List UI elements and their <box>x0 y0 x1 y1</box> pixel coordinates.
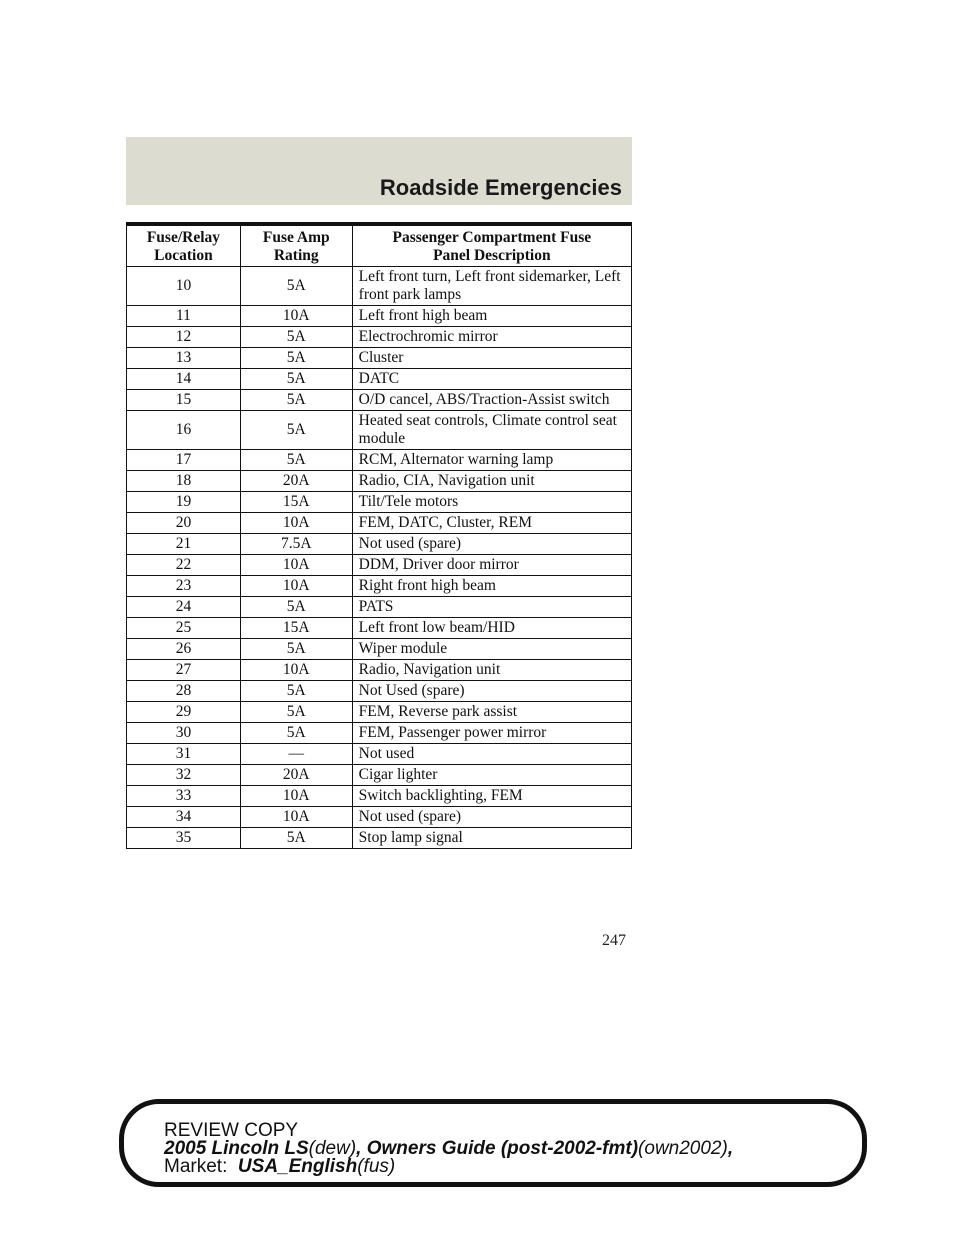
review-label: REVIEW COPY <box>164 1120 299 1141</box>
col-header-description: Passenger Compartment Fuse Panel Description <box>352 226 631 267</box>
fuse-amp-cell: 5A <box>240 723 352 744</box>
fuse-description-cell: Not used (spare) <box>352 534 631 555</box>
fuse-location-cell: 10 <box>127 267 241 306</box>
fuse-location-cell: 25 <box>127 618 241 639</box>
fuse-description-cell: FEM, DATC, Cluster, REM <box>352 513 631 534</box>
fuse-location-cell: 28 <box>127 681 241 702</box>
fuse-location-cell: 33 <box>127 786 241 807</box>
fuse-location-cell: 12 <box>127 327 241 348</box>
table-row <box>127 555 632 576</box>
table-row <box>127 348 632 369</box>
fuse-amp-cell: 10A <box>240 807 352 828</box>
section-header-band <box>126 137 632 205</box>
fuse-amp-cell: — <box>240 744 352 765</box>
fuse-location-cell: 22 <box>127 555 241 576</box>
fuse-amp-cell: 10A <box>240 555 352 576</box>
fuse-amp-cell: 15A <box>240 492 352 513</box>
market-label: Market: <box>164 1156 228 1177</box>
fuse-location-cell: 32 <box>127 765 241 786</box>
fuse-amp-cell: 10A <box>240 660 352 681</box>
market-name: USA_English <box>237 1156 358 1177</box>
table-row <box>127 471 632 492</box>
review-copy-text <box>164 1122 733 1176</box>
fuse-location-cell: 16 <box>127 411 241 450</box>
fuse-location-cell: 19 <box>127 492 241 513</box>
fuse-location-cell: 35 <box>127 828 241 849</box>
fuse-description-cell: Left front low beam/HID <box>352 618 631 639</box>
table-row <box>127 639 632 660</box>
fuse-amp-cell: 15A <box>240 618 352 639</box>
fuse-description-cell: Right front high beam <box>352 576 631 597</box>
fuse-location-cell: 21 <box>127 534 241 555</box>
model-name: 2005 Lincoln LS <box>164 1138 309 1159</box>
fuse-description-cell: Cigar lighter <box>352 765 631 786</box>
page-number: 247 <box>602 932 626 949</box>
fuse-location-cell: 34 <box>127 807 241 828</box>
fuse-amp-cell: 5A <box>240 348 352 369</box>
fuse-amp-cell: 5A <box>240 681 352 702</box>
fuse-description-cell: DATC <box>352 369 631 390</box>
fuse-amp-cell: 5A <box>240 702 352 723</box>
footer-comma: , <box>727 1138 734 1159</box>
market-code: (fus) <box>357 1156 396 1177</box>
fuse-description-cell: FEM, Reverse park assist <box>352 702 631 723</box>
fuse-description-cell: Radio, Navigation unit <box>352 660 631 681</box>
table-row <box>127 306 632 327</box>
table-row <box>127 534 632 555</box>
fuse-description-cell: Heated seat controls, Climate control seat module <box>352 411 631 450</box>
fuse-amp-cell: 5A <box>240 327 352 348</box>
table-row <box>127 807 632 828</box>
fuse-amp-cell: 5A <box>240 639 352 660</box>
fuse-description-cell: DDM, Driver door mirror <box>352 555 631 576</box>
fuse-description-cell: Cluster <box>352 348 631 369</box>
fuse-location-cell: 13 <box>127 348 241 369</box>
fuse-location-cell: 11 <box>127 306 241 327</box>
fuse-amp-cell: 10A <box>240 513 352 534</box>
fuse-description-cell: Not used <box>352 744 631 765</box>
fuse-amp-cell: 5A <box>240 597 352 618</box>
fuse-description-cell: Not used (spare) <box>352 807 631 828</box>
section-title: Roadside Emergencies <box>379 175 622 200</box>
fuse-location-cell: 23 <box>127 576 241 597</box>
fuse-location-cell: 31 <box>127 744 241 765</box>
table-row <box>127 744 632 765</box>
fuse-description-cell: RCM, Alternator warning lamp <box>352 450 631 471</box>
table-row <box>127 492 632 513</box>
fuse-table-body <box>127 267 632 849</box>
fuse-amp-cell: 10A <box>240 306 352 327</box>
table-row <box>127 681 632 702</box>
fuse-description-cell: PATS <box>352 597 631 618</box>
fuse-amp-cell: 7.5A <box>240 534 352 555</box>
fuse-amp-cell: 5A <box>240 390 352 411</box>
table-row <box>127 411 632 450</box>
col-header-location: Fuse/Relay Location <box>127 226 241 267</box>
table-row <box>127 513 632 534</box>
fuse-table <box>126 225 632 849</box>
fuse-amp-cell: 10A <box>240 576 352 597</box>
table-row <box>127 327 632 348</box>
fuse-location-cell: 27 <box>127 660 241 681</box>
fuse-description-cell: Wiper module <box>352 639 631 660</box>
fuse-description-cell: Radio, CIA, Navigation unit <box>352 471 631 492</box>
fuse-description-cell: O/D cancel, ABS/Traction-Assist switch <box>352 390 631 411</box>
table-row <box>127 369 632 390</box>
fuse-description-cell: Left front high beam <box>352 306 631 327</box>
fuse-amp-cell: 5A <box>240 828 352 849</box>
table-row <box>127 723 632 744</box>
guide-code: (own2002) <box>638 1138 728 1159</box>
fuse-description-cell: Electrochromic mirror <box>352 327 631 348</box>
fuse-location-cell: 15 <box>127 390 241 411</box>
fuse-amp-cell: 20A <box>240 471 352 492</box>
fuse-location-cell: 30 <box>127 723 241 744</box>
fuse-description-cell: Stop lamp signal <box>352 828 631 849</box>
table-row <box>127 576 632 597</box>
fuse-description-cell: Left front turn, Left front sidemarker, Left front park lamps <box>352 267 631 306</box>
fuse-description-cell: FEM, Passenger power mirror <box>352 723 631 744</box>
guide-name: , Owners Guide (post-2002-fmt) <box>356 1138 639 1159</box>
fuse-location-cell: 18 <box>127 471 241 492</box>
table-row <box>127 765 632 786</box>
model-code: (dew) <box>308 1138 357 1159</box>
col-header-amp: Fuse Amp Rating <box>240 226 352 267</box>
fuse-location-cell: 24 <box>127 597 241 618</box>
table-row <box>127 267 632 306</box>
table-row <box>127 660 632 681</box>
fuse-location-cell: 26 <box>127 639 241 660</box>
fuse-description-cell: Switch backlighting, FEM <box>352 786 631 807</box>
fuse-table-header <box>127 226 632 267</box>
fuse-amp-cell: 5A <box>240 369 352 390</box>
table-row <box>127 450 632 471</box>
fuse-amp-cell: 20A <box>240 765 352 786</box>
fuse-location-cell: 29 <box>127 702 241 723</box>
fuse-amp-cell: 10A <box>240 786 352 807</box>
fuse-amp-cell: 5A <box>240 450 352 471</box>
fuse-amp-cell: 5A <box>240 411 352 450</box>
fuse-description-cell: Tilt/Tele motors <box>352 492 631 513</box>
fuse-location-cell: 20 <box>127 513 241 534</box>
fuse-amp-cell: 5A <box>240 267 352 306</box>
fuse-description-cell: Not Used (spare) <box>352 681 631 702</box>
table-row <box>127 702 632 723</box>
table-row <box>127 828 632 849</box>
table-row <box>127 786 632 807</box>
fuse-location-cell: 17 <box>127 450 241 471</box>
table-row <box>127 597 632 618</box>
fuse-location-cell: 14 <box>127 369 241 390</box>
table-row <box>127 390 632 411</box>
table-row <box>127 618 632 639</box>
